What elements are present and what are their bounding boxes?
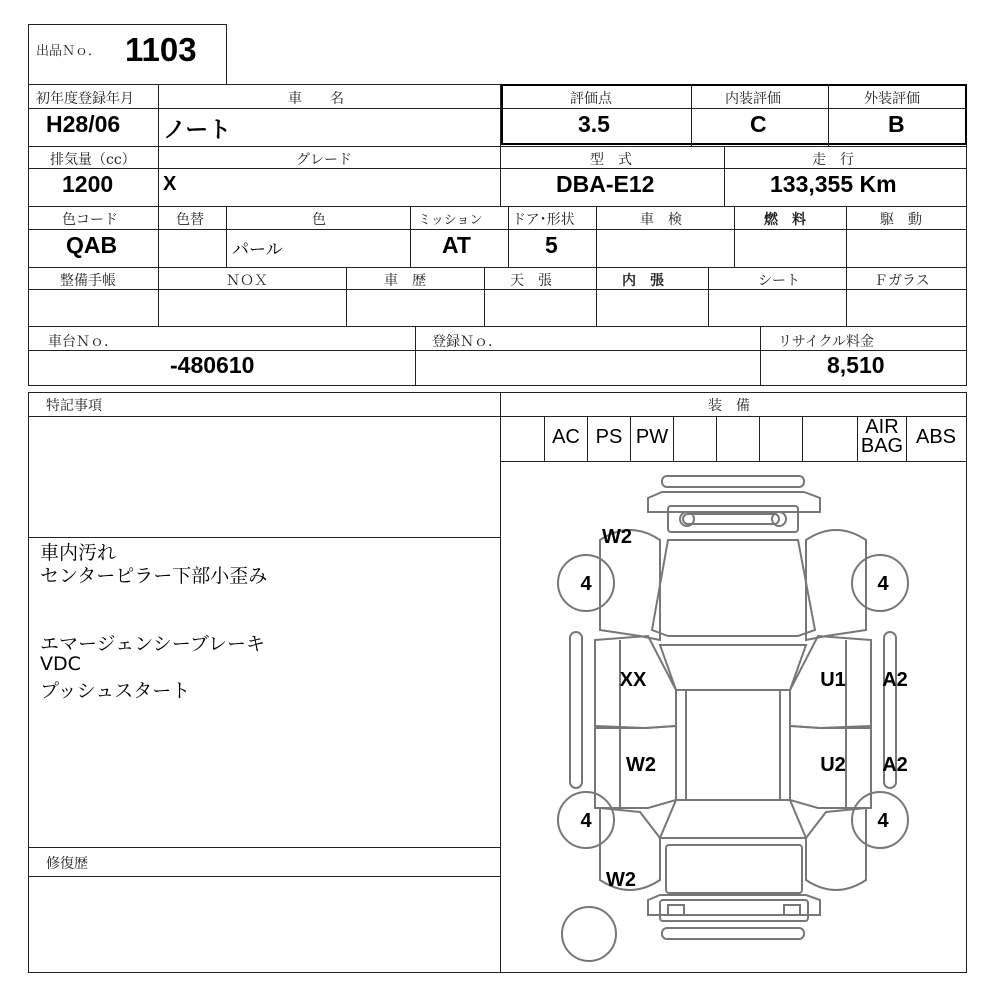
note-5: プッシュスタート <box>40 680 191 702</box>
score-value: 3.5 <box>578 111 610 137</box>
model-value: DBA-E12 <box>556 171 655 197</box>
mark-right-rear-quarter: A2 <box>882 754 908 776</box>
door-label: ドア･形状 <box>512 212 575 228</box>
color-change-label: 色替 <box>176 212 204 228</box>
equipment-pw: PW <box>635 426 669 448</box>
registration-label: 登録Ｎｏ． <box>432 334 502 350</box>
equipment-airbag: AIR BAG <box>860 416 904 457</box>
history-label: 車 歴 <box>384 273 426 289</box>
tire-rear-left: 4 <box>580 810 592 832</box>
maintenance-label: 整備手帳 <box>60 273 116 289</box>
note-2: センターピラー下部小歪み <box>40 565 268 587</box>
note-3: エマージェンシーブレーキ <box>40 633 266 655</box>
mark-left-front-door: XX <box>619 669 647 691</box>
car-name-value: ノート <box>163 116 232 142</box>
drive-label: 駆 動 <box>880 212 922 228</box>
grade-value: X <box>163 173 177 195</box>
recycle-label: リサイクル料金 <box>778 334 875 350</box>
nox-label: ＮＯＸ <box>226 273 268 289</box>
mark-left-rear-door: W2 <box>626 754 656 776</box>
chassis-label: 車台Ｎｏ． <box>48 334 118 350</box>
interior-label: 内装評価 <box>725 91 781 107</box>
interior-value: C <box>750 111 767 137</box>
car-name-label: 車 名 <box>288 91 344 107</box>
color-label: 色 <box>312 212 326 228</box>
remarks-label: 特記事項 <box>46 398 102 414</box>
inner-label: 内 張 <box>622 273 664 289</box>
fuel-label: 燃 料 <box>764 212 806 228</box>
first-reg-value: H28/06 <box>46 111 121 137</box>
exterior-label: 外装評価 <box>864 91 920 107</box>
note-4: VDC <box>40 653 81 675</box>
tire-front-right: 4 <box>877 573 889 595</box>
displacement-label: 排気量（cc） <box>50 152 136 168</box>
color-value: パール <box>232 240 283 259</box>
exterior-value: B <box>888 111 905 137</box>
mileage-label: 走 行 <box>812 152 854 168</box>
equipment-abs: ABS <box>915 426 957 448</box>
mileage-value: 133,355 Km <box>770 171 897 197</box>
note-1: 車内汚れ <box>40 542 117 564</box>
transmission-value: AT <box>442 232 471 258</box>
roof-label: 天 張 <box>510 273 552 289</box>
tire-front-left: 4 <box>580 573 592 595</box>
equipment-ps: PS <box>595 426 623 448</box>
transmission-label: ミッション <box>418 213 483 228</box>
score-label: 評価点 <box>570 91 612 107</box>
first-reg-label: 初年度登録年月 <box>36 91 134 107</box>
equipment-label: 装 備 <box>708 398 750 414</box>
seat-label: シート <box>758 273 800 289</box>
mark-right-front-fender: A2 <box>882 669 908 691</box>
color-code-value: QAB <box>66 232 118 258</box>
door-value: 5 <box>545 232 558 258</box>
recycle-value: 8,510 <box>827 352 885 378</box>
lot-number-label: 出品Ｎｏ． <box>36 44 102 59</box>
mark-front-left: W2 <box>602 526 632 548</box>
equipment-ac: AC <box>552 426 580 448</box>
displacement-value: 1200 <box>62 171 114 197</box>
mark-rear-left: W2 <box>606 869 636 891</box>
repair-label: 修復歴 <box>46 856 88 872</box>
inspection-label: 車 検 <box>640 212 682 228</box>
glass-label: Ｆガラス <box>874 273 930 289</box>
color-code-label: 色コード <box>62 212 118 228</box>
mark-right-front-door: U1 <box>820 669 846 691</box>
tire-rear-right: 4 <box>877 810 889 832</box>
model-label: 型 式 <box>590 152 632 168</box>
chassis-value: -480610 <box>170 352 255 378</box>
mark-right-rear-door: U2 <box>820 754 846 776</box>
lot-number: 1103 <box>125 31 197 68</box>
car-damage-diagram <box>500 462 967 973</box>
grade-label: グレード <box>296 152 352 168</box>
